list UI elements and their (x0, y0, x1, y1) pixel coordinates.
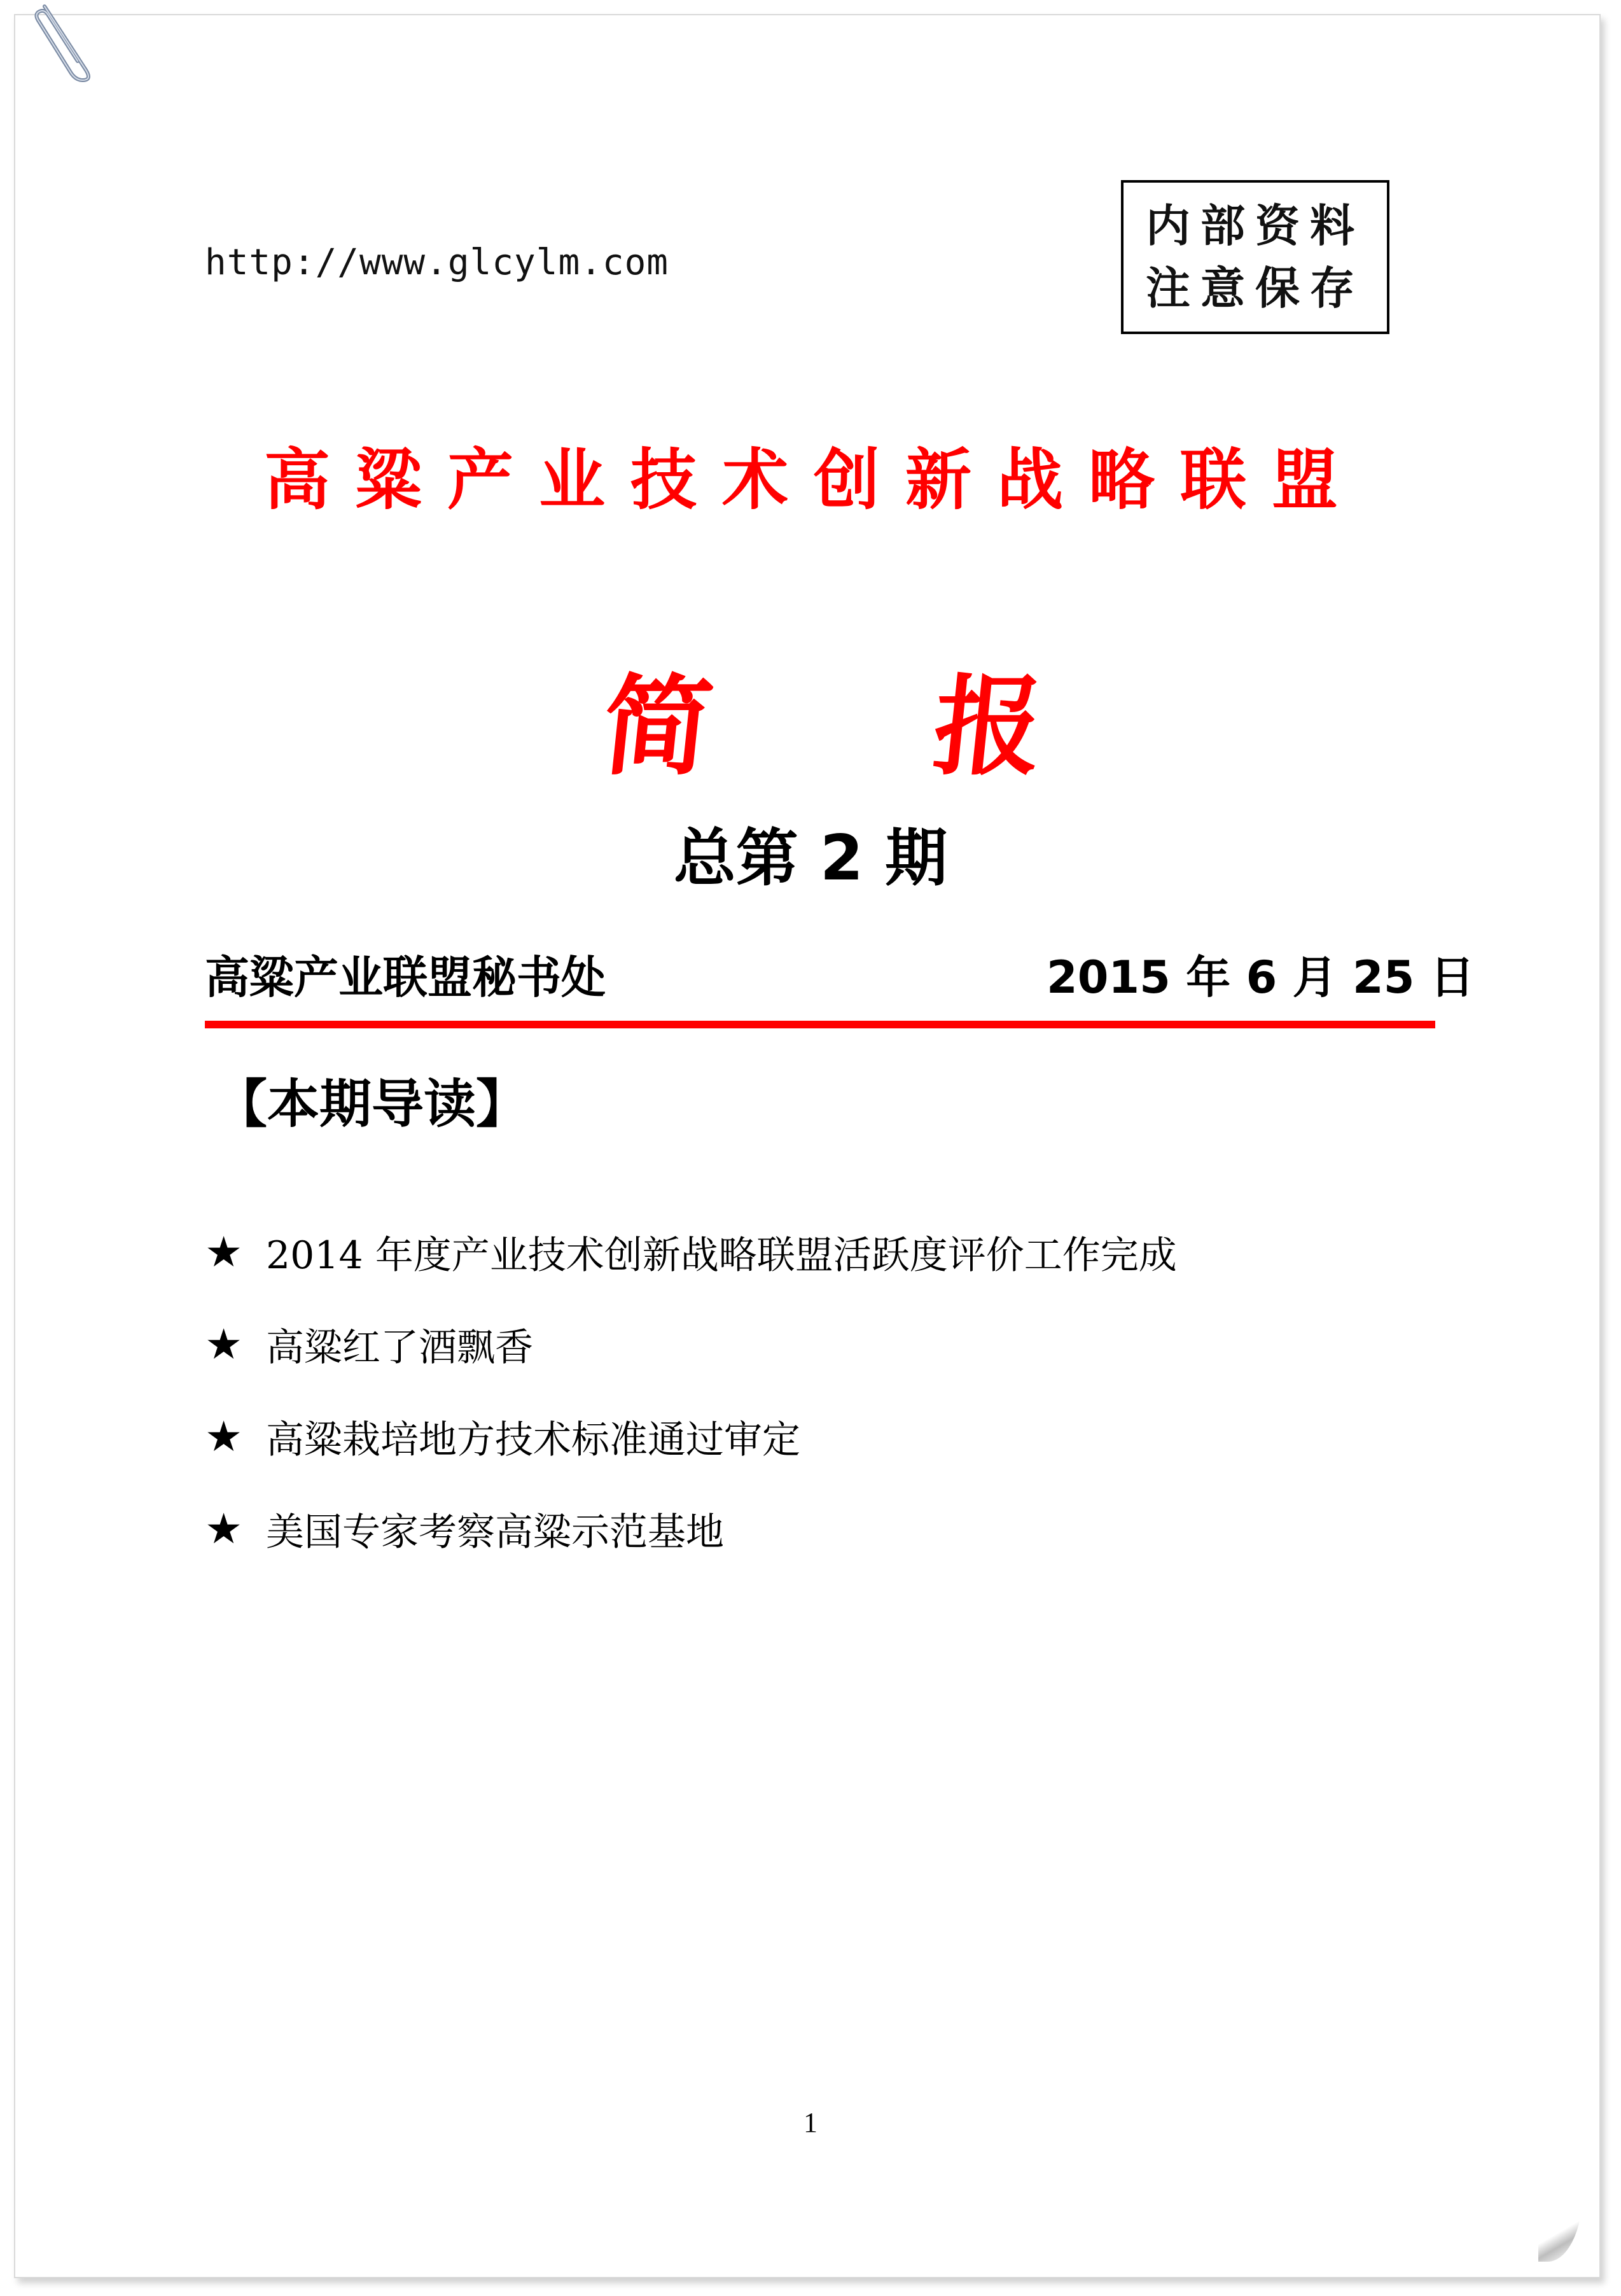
issue-number: 总第 2 期 (673, 822, 948, 895)
guide-item (205, 1483, 1177, 1575)
guide-item-text: 美国专家考察高粱示范基地 (266, 1509, 724, 1555)
guide-heading: 【本期导读】 (215, 1074, 529, 1135)
website-url[interactable]: http://www.glcylm.com (205, 242, 669, 283)
document-page (14, 14, 1601, 2278)
star-icon: ★ (205, 1320, 243, 1369)
guide-item-text: 高粱栽培地方技术标准通过审定 (266, 1417, 800, 1462)
star-icon: ★ (205, 1228, 243, 1277)
bulletin-title-char-2: 报 (927, 663, 1050, 790)
page-number: 1 (804, 2107, 817, 2138)
guide-item (205, 1298, 1177, 1390)
star-icon: ★ (205, 1412, 243, 1461)
publish-date: 2015 年 6 月 25 日 (1047, 951, 1475, 1004)
stamp-line-1: 内部资料 (1146, 200, 1365, 252)
header-divider (205, 1021, 1435, 1028)
publisher: 高粱产业联盟秘书处 (205, 951, 606, 1004)
guide-item (205, 1390, 1177, 1483)
organization-title: 高粱产业技术创新战略联盟 (263, 441, 1363, 519)
guide-item-text: 高粱红了酒飘香 (266, 1325, 533, 1370)
stamp-line-2: 注意保存 (1146, 262, 1365, 314)
guide-list (205, 1206, 1177, 1575)
guide-item (205, 1206, 1177, 1298)
paperclip-icon (19, 0, 95, 83)
bulletin-title-char-1: 简 (596, 663, 719, 790)
guide-item-text: 2014 年度产业技术创新战略联盟活跃度评价工作完成 (266, 1233, 1177, 1278)
internal-document-stamp (1121, 180, 1389, 334)
page-curl-decoration (1538, 2192, 1583, 2262)
star-icon: ★ (205, 1504, 243, 1553)
